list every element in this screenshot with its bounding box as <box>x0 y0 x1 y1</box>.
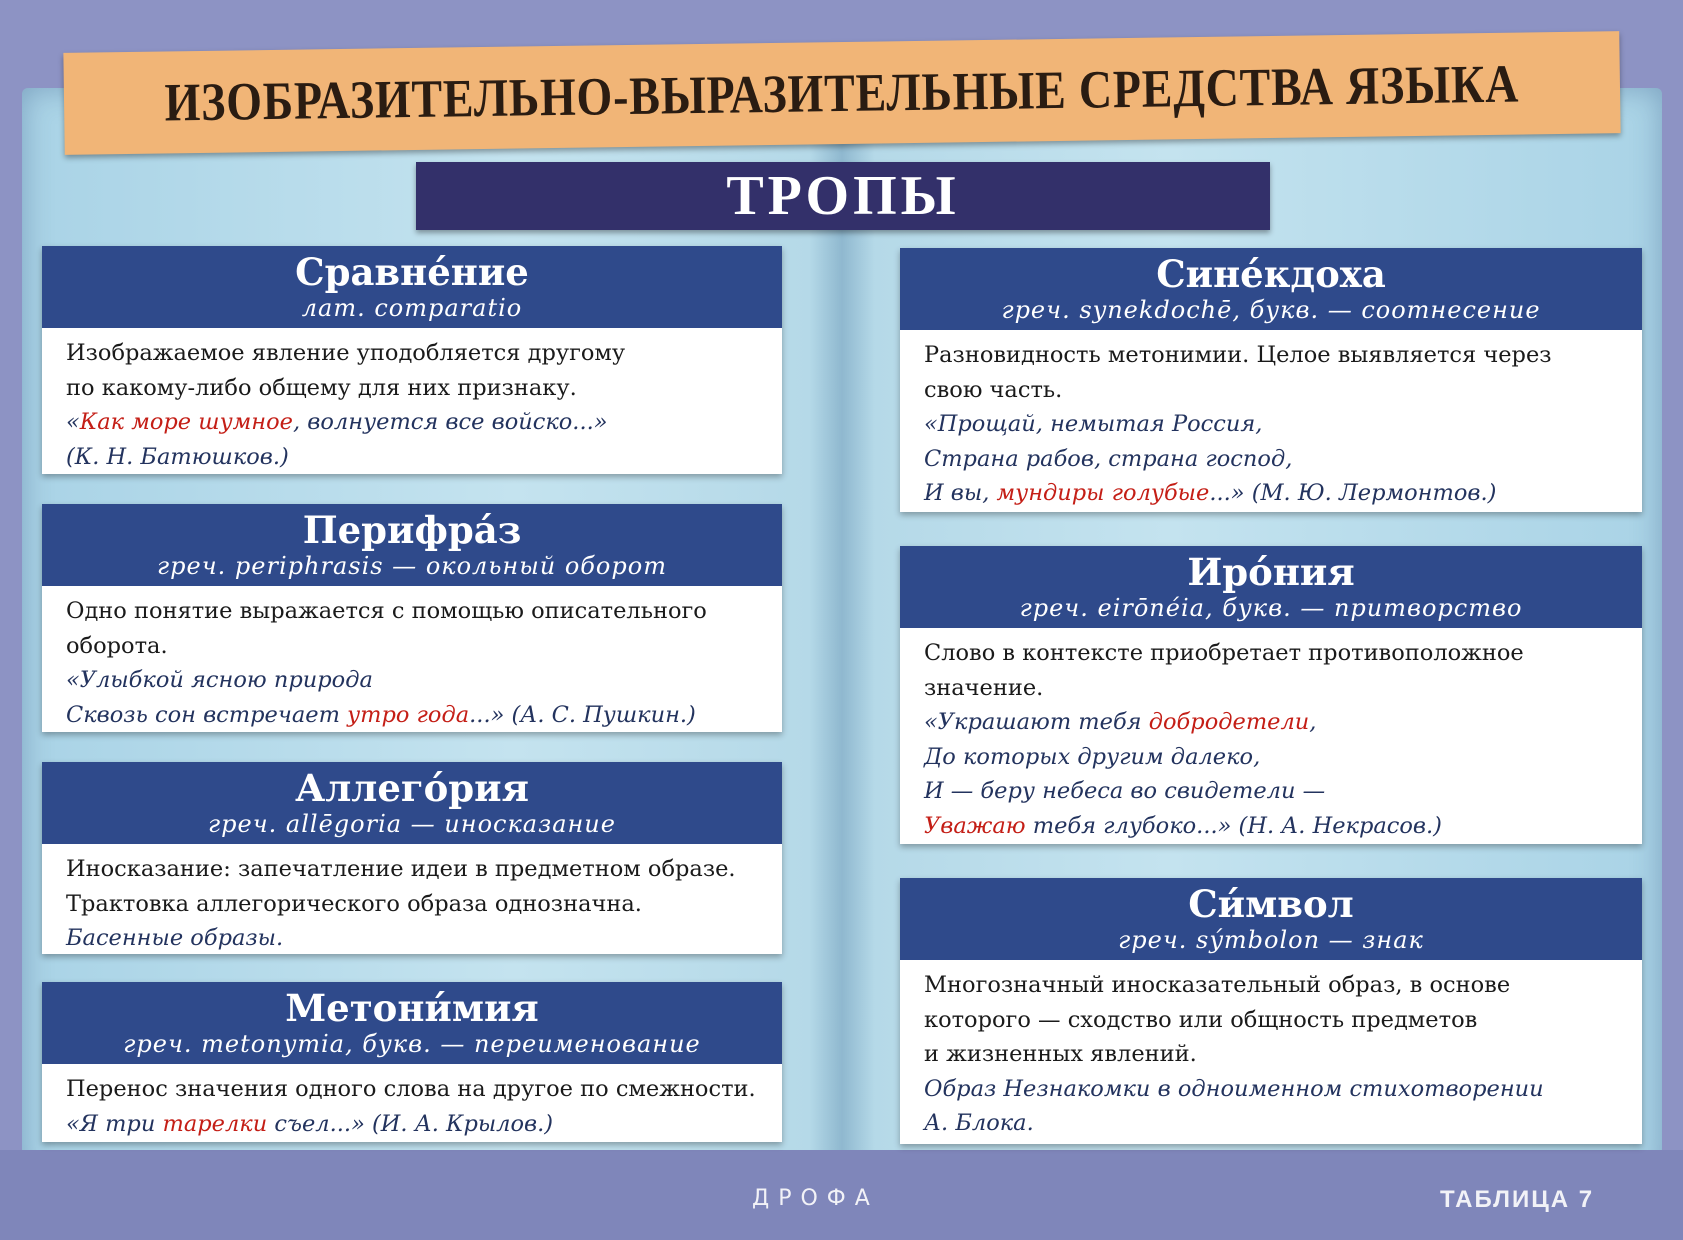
card-sravnenie <box>42 246 782 474</box>
example-highlight: мундиры голубые <box>996 480 1210 506</box>
definition-line: Иносказание: запечатление идеи в предметном образе. <box>66 856 736 882</box>
definition-line: Изображаемое явление уподобляется другому <box>66 340 626 366</box>
page-subtitle: ТРОПЫ <box>726 165 960 227</box>
example-text: «Я три <box>66 1110 163 1137</box>
card-header <box>900 248 1642 330</box>
subtitle-bar <box>416 162 1270 230</box>
definition-line: Одно понятие выражается с помощью описательного <box>66 598 707 624</box>
example-text: «Украшают тебя <box>924 709 1149 735</box>
definition-line: свою часть. <box>924 376 1063 403</box>
definition-line: значение. <box>924 674 1044 701</box>
card-etymology: греч. metonymia, букв. — переименование <box>123 1030 701 1058</box>
definition-line: по какому-либо общему для них признаку. <box>66 374 577 401</box>
card-etymology: греч. sýmbolon — знак <box>1118 926 1424 954</box>
card-body <box>900 330 1642 517</box>
card-header <box>42 762 782 844</box>
card-etymology: лат. comparatio <box>301 294 523 322</box>
card-title: Аллего́рия <box>295 766 529 810</box>
definition-line: и жизненных явлений. <box>924 1041 1197 1067</box>
card-header <box>900 878 1642 960</box>
definition-line: Многозначный иносказательный образ, в основе <box>924 972 1511 998</box>
example-highlight: утро года <box>347 701 470 728</box>
title-banner <box>63 31 1620 155</box>
card-etymology: греч. periphrasis — окольный оборот <box>157 552 667 580</box>
card-title: Иро́ния <box>1187 550 1355 594</box>
card-header <box>42 246 782 328</box>
card-etymology: греч. allēgoria — иносказание <box>208 810 616 838</box>
card-header <box>42 504 782 586</box>
example-line <box>66 1107 758 1142</box>
example-text: тебя глубоко...» (Н. А. Некрасов.) <box>1025 812 1442 839</box>
definition-line: Перенос значения одного слова на другое по смежности. <box>66 1076 756 1102</box>
table-number: ТАБЛИЦА 7 <box>1440 1186 1595 1213</box>
card-body <box>900 628 1642 849</box>
publisher-logo: ДРОФА <box>752 1186 879 1211</box>
example-text: И вы, <box>924 480 997 506</box>
card-ironia <box>900 546 1642 844</box>
card-body <box>42 586 782 738</box>
example-line: «Прощай, немытая Россия, <box>924 411 1263 437</box>
card-perifraz <box>42 504 782 732</box>
example-line: (К. Н. Батюшков.) <box>66 443 289 470</box>
definition-line: Трактовка аллегорического образа однозначна. <box>66 890 642 917</box>
card-title: Си́мвол <box>1188 882 1354 926</box>
example-line <box>924 705 1618 740</box>
example-text: , волнуется все войско...» <box>292 409 608 435</box>
example-text: ...» (М. Ю. Лермонтов.) <box>1209 480 1497 506</box>
card-body <box>42 844 782 962</box>
card-simvol <box>900 878 1642 1144</box>
example-line: До которых другим далеко, <box>924 743 1261 770</box>
example-line <box>66 698 758 733</box>
example-highlight: добродетели <box>1148 709 1310 735</box>
card-body <box>42 1064 782 1147</box>
example-highlight: Уважаю <box>924 812 1026 839</box>
definition-line: оборота. <box>66 632 168 659</box>
example-highlight: Как море шумное <box>79 409 293 435</box>
card-sinekdoha <box>900 248 1642 512</box>
example-text: ...» (А. С. Пушкин.) <box>469 701 696 728</box>
example-text: съел...» (И. А. Крылов.) <box>267 1110 554 1137</box>
page-title: ИЗОБРАЗИТЕЛЬНО-ВЫРАЗИТЕЛЬНЫЕ СРЕДСТВА ЯЗЫКА <box>164 53 1520 133</box>
example-line: И — беру небеса во свидетели — <box>924 778 1326 804</box>
example-text: , <box>1309 709 1317 735</box>
card-etymology: греч. eirōnéia, букв. — притворство <box>1019 594 1523 622</box>
definition-line: которого — сходство или общность предметов <box>924 1006 1478 1033</box>
card-title: Сине́кдоха <box>1156 252 1386 296</box>
example-highlight: тарелки <box>162 1110 268 1137</box>
example-text: « <box>66 409 80 435</box>
example-line: Образ Незнакомки в одноименном стихотворении <box>924 1075 1544 1102</box>
card-title: Сравне́ние <box>295 250 529 294</box>
card-body <box>42 328 782 480</box>
example-line: А. Блока. <box>924 1110 1034 1136</box>
card-metonimia <box>42 982 782 1142</box>
card-allegoria <box>42 762 782 954</box>
example-line: «Улыбкой ясною природа <box>66 667 373 693</box>
definition-line: Слово в контексте приобретает противоположное <box>924 640 1524 666</box>
example-line <box>66 405 758 440</box>
example-line <box>924 809 1618 844</box>
example-text: Сквозь сон встречает <box>66 701 348 728</box>
definition-line: Разновидность метонимии. Целое выявляется через <box>924 342 1552 368</box>
card-title: Метони́мия <box>285 986 539 1030</box>
card-header <box>42 982 782 1064</box>
card-title: Перифра́з <box>302 508 522 552</box>
card-body <box>900 960 1642 1147</box>
example-line <box>924 476 1618 511</box>
card-header <box>900 546 1642 628</box>
example-line: Басенные образы. <box>66 925 284 951</box>
card-etymology: греч. synekdochē, букв. — соотнесение <box>1001 296 1541 324</box>
example-line: Страна рабов, страна господ, <box>924 445 1293 472</box>
